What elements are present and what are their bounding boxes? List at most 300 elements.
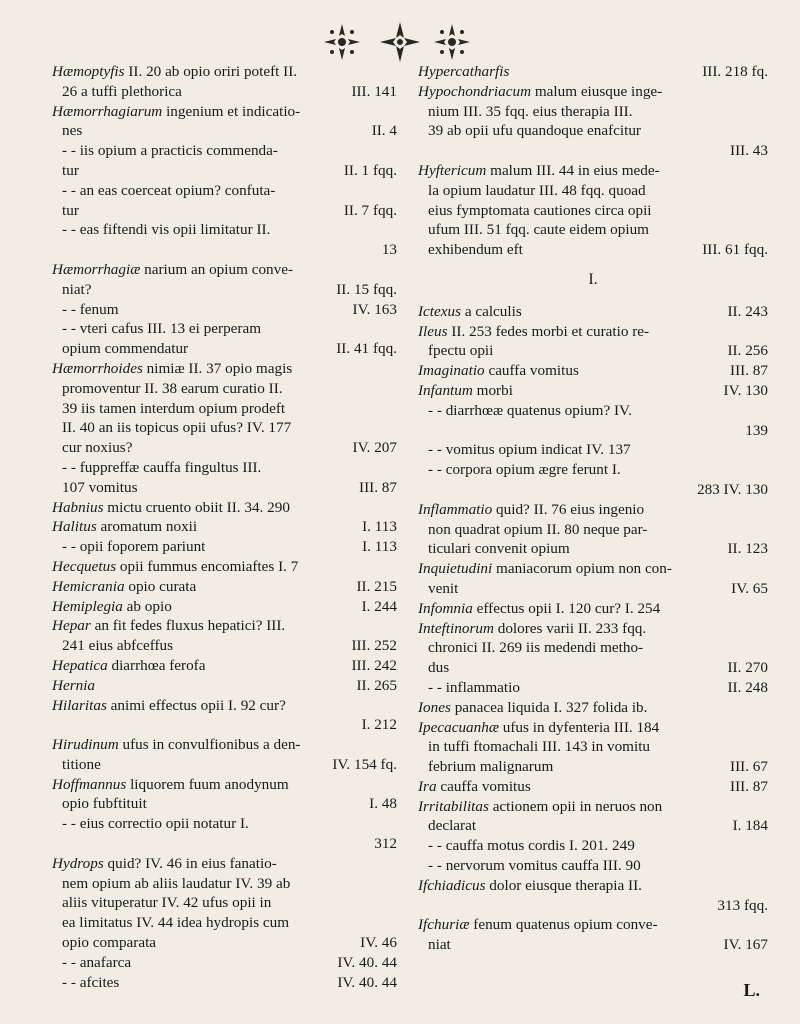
index-headword: Inquietudini — [418, 560, 493, 578]
index-page-ref: III. 141 — [351, 82, 397, 100]
index-line-text — [62, 418, 291, 438]
index-text: tur — [62, 161, 79, 179]
index-line — [52, 280, 397, 300]
index-text: ab opio — [122, 597, 172, 615]
index-line-text — [52, 102, 300, 122]
index-text: - - opii foporem pariunt — [62, 538, 206, 556]
index-line — [52, 319, 397, 339]
index-line — [52, 359, 397, 379]
index-line-text — [428, 102, 633, 122]
index-text: dus — [428, 659, 450, 677]
index-line — [52, 696, 397, 716]
index-line — [52, 418, 397, 438]
index-line-text — [428, 121, 641, 141]
index-headword: Habnius — [52, 498, 104, 516]
index-line-text — [428, 220, 649, 240]
index-headword: Inteftinorum — [418, 619, 494, 637]
index-text: II. 253 fedes morbi et curatio re- — [447, 322, 650, 340]
index-line — [52, 438, 397, 458]
index-line — [52, 953, 397, 973]
index-line — [418, 240, 768, 260]
index-text: in tuffi ftomachali III. 143 in vomitu — [428, 738, 651, 756]
index-text: - - inflammatio — [428, 678, 520, 696]
index-line-text — [428, 201, 652, 221]
index-headword: Infomnia — [418, 599, 473, 617]
index-text: malum eiusque inge- — [531, 82, 663, 100]
index-page-ref: III. 67 — [730, 758, 768, 776]
index-line-text — [428, 240, 523, 260]
index-line-text — [62, 339, 188, 359]
index-line-text — [52, 597, 172, 617]
index-text: maniacorum opium non con- — [492, 560, 672, 578]
index-text: - - an eas coerceat opium? confuta- — [62, 181, 276, 199]
index-text: - - cauffa motus cordis I. 201. 249 — [428, 837, 635, 855]
index-line-text — [418, 559, 672, 579]
index-line-text — [418, 797, 662, 817]
fleuron-left-icon — [318, 20, 366, 64]
index-line-text — [62, 953, 131, 973]
index-line — [52, 300, 397, 320]
index-line-text — [62, 636, 173, 656]
index-line-text — [52, 775, 289, 795]
index-page-ref: I. 244 — [361, 597, 397, 615]
index-text: II. 40 an iis topicus opii ufus? IV. 177 — [62, 419, 292, 437]
index-headword: Imaginatio — [418, 362, 485, 380]
index-text: chronici II. 269 iis medendi metho- — [428, 639, 644, 657]
index-page-ref: 139 — [745, 421, 768, 439]
index-page-ref: IV. 207 — [352, 439, 397, 457]
index-page-ref: II. 4 — [371, 122, 397, 140]
index-text: opio curata — [124, 577, 197, 595]
index-line — [418, 915, 768, 935]
index-line — [418, 322, 768, 342]
index-line — [418, 876, 768, 896]
index-line — [52, 893, 397, 913]
index-text: venit — [428, 579, 459, 597]
index-line-text — [62, 794, 147, 814]
index-text: nem opium ab aliis laudatur IV. 39 ab — [62, 874, 291, 892]
index-text: malum III. 44 in eius mede- — [486, 161, 660, 179]
index-line-text — [62, 438, 132, 458]
index-page-ref: II. 243 — [727, 302, 768, 320]
index-line — [52, 755, 397, 775]
index-page-ref: I. 113 — [362, 518, 397, 536]
index-text: diarrhœa ferofa — [107, 656, 206, 674]
index-text: an fit fedes fluxus hepatici? III. — [90, 617, 286, 635]
index-line-text — [418, 876, 642, 896]
index-line — [418, 361, 768, 381]
index-line-text — [428, 181, 646, 201]
index-line-text — [62, 82, 182, 102]
index-text: niat — [428, 936, 451, 954]
index-line-text — [418, 777, 531, 797]
index-line-text — [428, 440, 631, 460]
index-line-text — [428, 836, 635, 856]
index-line — [418, 500, 768, 520]
index-line — [52, 577, 397, 597]
index-text: - - afcites — [62, 973, 120, 991]
index-headword: Hæmoptyfis — [52, 63, 125, 80]
index-text: cauffa vomitus — [436, 777, 531, 795]
index-line — [52, 794, 397, 814]
index-line-text — [418, 698, 647, 718]
index-line-text — [52, 676, 95, 696]
index-line-text — [428, 341, 493, 361]
index-headword: Ira — [418, 777, 437, 795]
index-line-text — [52, 854, 277, 874]
index-line — [52, 161, 397, 181]
index-line — [418, 141, 768, 161]
index-page-ref: IV. 154 fq. — [332, 755, 397, 773]
index-line — [52, 834, 397, 854]
index-page-ref: 313 fqq. — [717, 896, 768, 914]
index-line — [52, 201, 397, 221]
index-text: dolores varii II. 233 fqq. — [493, 619, 647, 637]
index-line-text — [418, 62, 509, 82]
index-page-ref: III. 87 — [730, 777, 768, 795]
index-page-ref: III. 242 — [351, 656, 397, 674]
index-line-text — [428, 816, 476, 836]
index-line — [418, 935, 768, 955]
index-page-ref: IV. 130 — [723, 381, 768, 399]
index-line — [52, 102, 397, 122]
index-line — [52, 537, 397, 557]
index-page-ref: II. 15 fqq. — [336, 280, 397, 298]
index-text: - - eius correctio opii notatur I. — [62, 815, 249, 833]
index-line — [418, 797, 768, 817]
index-line-text — [62, 399, 285, 419]
index-headword: Ifchuriæ — [418, 916, 470, 934]
index-line — [418, 579, 768, 599]
index-line-text — [418, 500, 644, 520]
index-line — [418, 121, 768, 141]
index-line — [52, 814, 397, 834]
index-page-ref: I. 113 — [362, 538, 397, 556]
index-entries-i — [418, 302, 768, 955]
index-line-text — [52, 359, 292, 379]
index-line-text — [428, 539, 570, 559]
index-headword: Hoffmannus — [52, 775, 127, 793]
index-text: ea limitatus IV. 44 idea hydropis cum — [62, 914, 290, 932]
index-line-text — [62, 478, 138, 498]
index-text: - - nervorum vomitus cauffa III. 90 — [428, 857, 641, 875]
index-line-text — [62, 755, 101, 775]
index-line — [418, 401, 768, 421]
index-line-text — [52, 498, 290, 518]
index-line — [418, 836, 768, 856]
index-line — [52, 616, 397, 636]
index-line — [52, 458, 397, 478]
index-page-ref: III. 252 — [351, 637, 397, 655]
index-page-ref: IV. 163 — [352, 300, 397, 318]
index-line — [52, 933, 397, 953]
index-page-ref: I. 48 — [369, 795, 397, 813]
index-line — [418, 381, 768, 401]
index-line-text — [418, 302, 522, 322]
index-line-text — [62, 913, 289, 933]
index-line-text — [62, 181, 275, 201]
index-line-text — [418, 322, 649, 342]
index-column-left — [52, 62, 397, 992]
index-text: - - corpora opium ægre ferunt I. — [428, 461, 621, 479]
index-line — [52, 973, 397, 993]
index-line — [52, 478, 397, 498]
catchword: L. — [743, 980, 760, 1000]
index-line — [418, 777, 768, 797]
index-headword: Halitus — [52, 518, 97, 536]
index-headword: Hirudinum — [52, 736, 119, 754]
index-text: - - diarrhœæ quatenus opium? IV. — [428, 401, 632, 419]
index-text: mictu cruento obiit II. 34. 290 — [103, 498, 290, 516]
index-text: 39 ab opii ufu quandoque enafcitur — [428, 122, 641, 140]
index-page-ref: II. 41 fqq. — [336, 340, 397, 358]
index-line-text — [52, 577, 196, 597]
index-line-text — [428, 678, 520, 698]
index-line — [418, 757, 768, 777]
index-line — [52, 82, 397, 102]
index-text: eius fymptomata cautiones circa opii — [428, 201, 652, 219]
index-page-ref: IV. 65 — [731, 579, 768, 597]
index-text: - - fenum — [62, 300, 119, 318]
index-headword: Ifchiadicus — [418, 876, 486, 894]
index-line-text — [418, 361, 579, 381]
index-line-text — [62, 874, 290, 894]
index-line — [418, 718, 768, 738]
index-line — [418, 856, 768, 876]
index-text: aromatum noxii — [96, 518, 198, 536]
index-line — [52, 141, 397, 161]
index-text: panacea liquida I. 327 folida ib. — [450, 698, 648, 716]
index-headword: Hernia — [52, 676, 96, 694]
index-line — [52, 240, 397, 260]
index-line-text — [428, 856, 641, 876]
index-line-text — [52, 616, 285, 636]
index-line — [418, 102, 768, 122]
index-line-text — [62, 201, 79, 221]
index-page-ref: IV. 46 — [360, 934, 397, 952]
index-page-ref: II. 123 — [727, 540, 768, 558]
index-headword: Iones — [418, 698, 451, 716]
index-text: - - fuppreffæ cauffa fingultus III. — [62, 458, 262, 476]
index-text: non quadrat opium II. 80 neque par- — [428, 520, 648, 538]
index-headword: Ipecacuanhæ — [418, 718, 499, 736]
index-line-text — [418, 381, 513, 401]
index-line — [52, 181, 397, 201]
index-entries-h — [418, 62, 768, 260]
index-line — [52, 874, 397, 894]
index-line — [418, 737, 768, 757]
fleuron-right-icon — [428, 20, 476, 64]
index-line — [418, 181, 768, 201]
index-text: 241 eius abfceffus — [62, 637, 174, 655]
index-line-text — [62, 379, 283, 399]
index-headword: Hypercatharfis — [418, 63, 510, 80]
index-line — [418, 82, 768, 102]
index-line — [418, 460, 768, 480]
index-line-text — [62, 319, 261, 339]
index-text: - - vomitus opium indicat IV. 137 — [428, 441, 631, 459]
index-page-ref: 13 — [381, 241, 397, 259]
index-headword: Ictexus — [418, 302, 462, 320]
index-page-ref: I. 212 — [361, 716, 397, 734]
index-line-text — [418, 161, 660, 181]
index-headword: Hæmorrhagiæ — [52, 260, 141, 278]
index-page-ref: IV. 40. 44 — [337, 953, 397, 971]
index-text: effectus opii I. 120 cur? I. 254 — [472, 599, 661, 617]
fleuron-center-icon — [376, 20, 424, 64]
index-headword: Infantum — [418, 381, 473, 399]
index-text: declarat — [428, 817, 477, 835]
index-page-ref: II. 256 — [727, 342, 768, 360]
index-text: morbi — [472, 381, 513, 399]
index-text: nium III. 35 fqq. eius therapia III. — [428, 102, 633, 120]
index-line — [52, 557, 397, 577]
index-line — [52, 656, 397, 676]
index-text: titione — [62, 755, 101, 773]
index-line-text — [428, 579, 458, 599]
index-headword: Hydrops — [52, 854, 104, 872]
index-line-text — [52, 557, 298, 577]
index-line — [418, 440, 768, 460]
index-line-text — [62, 893, 271, 913]
index-line — [418, 896, 768, 916]
index-headword: Hemicrania — [52, 577, 125, 595]
index-text: - - eas fiftendi vis opii limitatur II. — [62, 221, 271, 239]
index-line — [52, 517, 397, 537]
index-text: tur — [62, 201, 79, 219]
index-line — [418, 619, 768, 639]
index-text: 39 iis tamen interdum opium prodeft — [62, 399, 286, 417]
index-text: ingenium et indicatio- — [162, 102, 301, 120]
index-text: cur noxius? — [62, 439, 133, 457]
index-line-text — [52, 517, 197, 537]
index-line — [418, 161, 768, 181]
index-page-ref: IV. 167 — [723, 936, 768, 954]
index-line — [418, 539, 768, 559]
section-letter: I. — [588, 270, 598, 288]
index-page-ref: II. 265 — [356, 676, 397, 694]
index-line-text — [428, 935, 451, 955]
index-text: opio comparata — [62, 934, 157, 952]
index-line-text — [62, 220, 270, 240]
index-text: opii fummus encomiaftes I. 7 — [116, 557, 299, 575]
index-text: ufus in dyfenteria III. 184 — [498, 718, 660, 736]
index-line — [52, 121, 397, 141]
index-line — [418, 62, 768, 82]
index-headword: Hypochondriacum — [418, 82, 532, 100]
index-line-text — [428, 658, 449, 678]
index-text: ufus in convulfionibus a den- — [118, 736, 301, 754]
index-page-ref: II. 1 fqq. — [343, 161, 397, 179]
index-line-text — [52, 656, 206, 676]
index-line — [418, 480, 768, 500]
index-line — [418, 658, 768, 678]
header-ornaments — [0, 20, 800, 64]
index-headword: Hepar — [52, 617, 91, 635]
index-headword: Hilaritas — [52, 696, 107, 714]
index-text: dolor eiusque therapia II. — [485, 876, 642, 894]
index-page-ref: III. 218 fq. — [702, 63, 768, 80]
index-text: actionem opii in neruos non — [488, 797, 663, 815]
index-text: aliis vituperatur IV. 42 ufus opii in — [62, 894, 272, 912]
index-line — [52, 636, 397, 656]
index-text: nes — [62, 122, 83, 140]
index-line-text — [52, 696, 286, 716]
index-line-text — [52, 62, 297, 82]
index-line — [418, 678, 768, 698]
index-line-text — [52, 260, 293, 280]
index-column-right — [418, 62, 768, 955]
index-line-text — [418, 619, 646, 639]
index-headword: Hyftericum — [418, 161, 487, 179]
index-line — [418, 341, 768, 361]
index-line — [52, 854, 397, 874]
index-line — [418, 698, 768, 718]
index-line-text — [428, 638, 643, 658]
index-line — [52, 339, 397, 359]
index-line — [418, 816, 768, 836]
index-line-text — [418, 718, 659, 738]
index-line-text — [62, 814, 249, 834]
index-headword: Hæmorrhoides — [52, 359, 143, 377]
index-line — [52, 735, 397, 755]
index-page-ref: II. 270 — [727, 659, 768, 677]
index-line-text — [428, 757, 553, 777]
index-text: narium an opium conve- — [140, 260, 294, 278]
index-line-text — [62, 161, 79, 181]
index-line-text — [428, 401, 632, 421]
index-page-ref: II. 248 — [727, 678, 768, 696]
index-line — [52, 715, 397, 735]
index-text: opio fubftituit — [62, 795, 147, 813]
index-line-text — [62, 973, 119, 993]
index-line — [52, 379, 397, 399]
index-page-ref: II. 215 — [356, 577, 397, 595]
index-line — [52, 62, 397, 82]
index-line — [418, 559, 768, 579]
index-headword: Hæmorrhagiarum — [52, 102, 163, 120]
index-line-text — [62, 537, 205, 557]
index-text: exhibendum eft — [428, 241, 523, 259]
index-line — [52, 498, 397, 518]
index-text: febrium malignarum — [428, 758, 554, 776]
index-text: promoventur II. 38 earum curatio II. — [62, 379, 283, 397]
index-text: ticulari convenit opium — [428, 540, 570, 558]
index-page-ref: III. 61 fqq. — [702, 241, 768, 259]
index-text: - - iis opium a practicis commenda- — [62, 142, 278, 160]
index-line-text — [62, 933, 156, 953]
index-text: la opium laudatur III. 48 fqq. quoad — [428, 181, 646, 199]
index-line-text — [62, 458, 261, 478]
index-page-ref: III. 87 — [730, 362, 768, 380]
index-line — [52, 260, 397, 280]
index-line — [52, 597, 397, 617]
index-line — [418, 421, 768, 441]
index-page-ref: 312 — [374, 835, 397, 853]
index-line-text — [62, 280, 92, 300]
index-page-ref: 283 IV. 130 — [696, 480, 768, 498]
index-headword: Ileus — [418, 322, 448, 340]
index-text: ufum III. 51 fqq. caute eidem opium — [428, 221, 649, 239]
index-headword: Inflammatio — [418, 500, 493, 518]
index-line — [52, 676, 397, 696]
index-line-text — [428, 520, 647, 540]
index-text: quid? II. 76 eius ingenio — [492, 500, 645, 518]
index-text: II. 20 ab opio oriri poteft II. — [124, 63, 298, 80]
index-text: - - anafarca — [62, 953, 132, 971]
index-line-text — [418, 599, 660, 619]
index-line-text — [428, 460, 621, 480]
